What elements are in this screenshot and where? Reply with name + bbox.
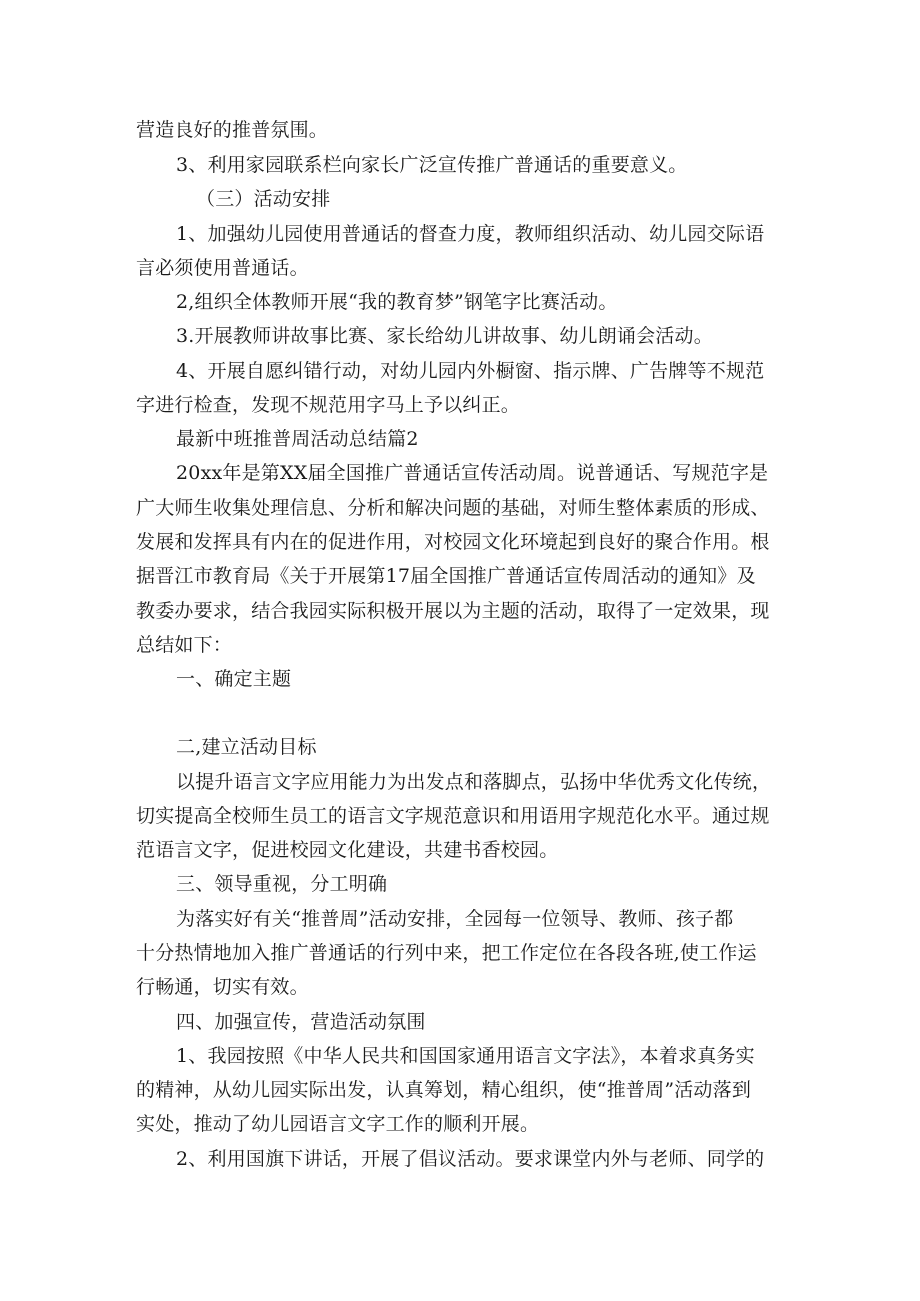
section-heading: 三、领导重视，分工明确 (176, 873, 388, 895)
paragraph-line: 行畅通，切实有效。 (136, 976, 309, 998)
section-heading: 二,建立活动目标 (176, 736, 317, 758)
paragraph-line: 1、我园按照《中华人民共和国国家通用语言文字法》，本着求真务实 (176, 1045, 755, 1067)
paragraph-line: 4、开展自愿纠错行动，对幼儿园内外橱窗、指示牌、广告牌等不规范 (176, 360, 765, 382)
paragraph-line: 发展和发挥具有内在的促进作用，对校园文化环境起到良好的聚合作用。根 (136, 531, 770, 553)
section-heading: （三）活动安排 (196, 188, 331, 210)
paragraph-line: 营造良好的推普氛围。 (136, 119, 329, 141)
section-heading: 四、加强宣传，营造活动氛围 (176, 1011, 426, 1033)
paragraph-line: 为落实好有关“推普周”活动安排，全园每一位领导、教师、孩子都 (176, 908, 734, 930)
paragraph-line: 3、利用家园联系栏向家长广泛宣传推广普通话的重要意义。 (176, 154, 688, 176)
paragraph-line: 范语言文字，促进校园文化建设，共建书香校园。 (136, 839, 559, 861)
paragraph-line: 字进行检查，发现不规范用字马上予以纠正。 (136, 394, 521, 416)
paragraph-line: 实处，推动了幼儿园语言文字工作的顺利开展。 (136, 1113, 540, 1135)
paragraph-line: 2、利用国旗下讲话，开展了倡议活动。要求课堂内外与老师、同学的 (176, 1148, 765, 1170)
paragraph-line: 总结如下： (136, 634, 233, 656)
section-heading: 一、确定主题 (176, 668, 292, 690)
paragraph-line: 教委办要求，结合我园实际积极开展以为主题的活动，取得了一定效果，现 (136, 600, 770, 622)
paragraph-line: 20xx年是第XX届全国推广普通话宣传活动周。说普通话、写规范字是 (176, 462, 769, 484)
paragraph-line: 据晋江市教育局《关于开展第17届全国推广普通话宣传周活动的通知》及 (136, 565, 756, 587)
paragraph-line: 的精神，从幼儿园实际出发，认真筹划，精心组织，使“推普周”活动落到 (136, 1079, 752, 1101)
paragraph-line: 3.开展教师讲故事比赛、家长给幼儿讲故事、幼儿朗诵会活动。 (176, 325, 713, 347)
paragraph-line: 以提升语言文字应用能力为出发点和落脚点，弘扬中华优秀文化传统， (176, 771, 772, 793)
paragraph-line: 1、加强幼儿园使用普通话的督查力度，教师组织活动、幼儿园交际语 (176, 223, 765, 245)
paragraph-line: 切实提高全校师生员工的语言文字规范意识和用语用字规范化水平。通过规 (136, 805, 770, 827)
document-title: 最新中班推普周活动总结篇2 (176, 428, 419, 450)
paragraph-line: 广大师生收集处理信息、分析和解决问题的基础，对师生整体素质的形成、 (136, 497, 770, 519)
paragraph-line: 言必须使用普通话。 (136, 257, 309, 279)
paragraph-line: 2,组织全体教师开展“我的教育梦”钢笔字比赛活动。 (176, 291, 618, 313)
paragraph-line: 十分热情地加入推广普通话的行列中来，把工作定位在各段各班,使工作运 (136, 942, 757, 964)
